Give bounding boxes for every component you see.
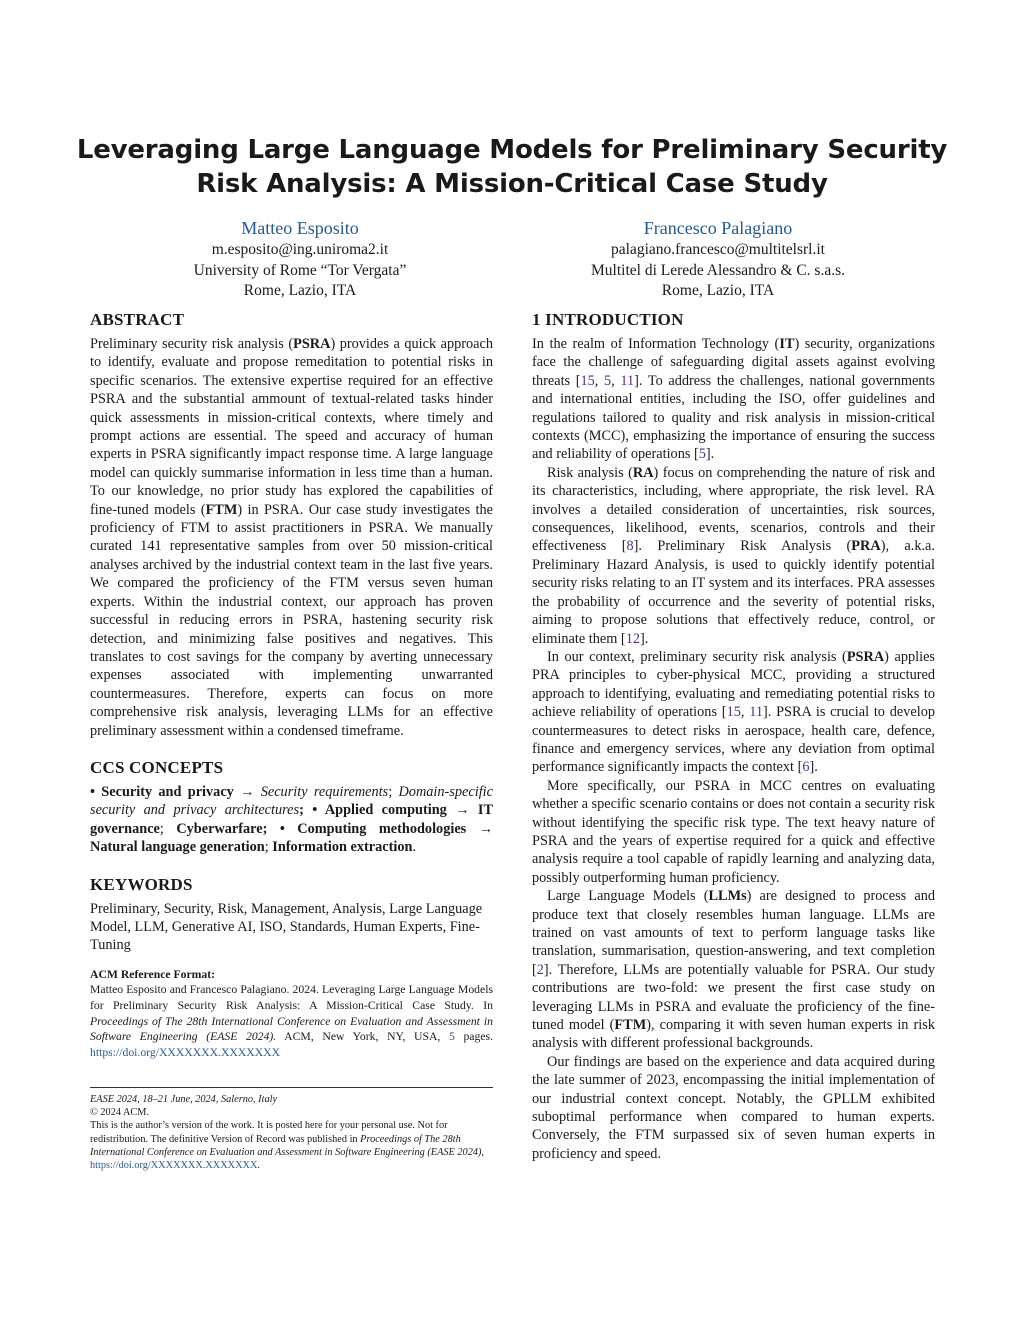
- intro-paragraph-5: Large Language Models (LLMs) are designed to process and produce text that closely resembles human language. LLMs are trained on vast amounts of text to perform language tasks like translation, summarisation, question-answering, and text completion [2]. Therefore, LLMs are potentially valuable for PSRA. Our study contributions are two-fold: we present the first case study on leveraging LLMs in PSRA and evaluate the proficiency of the fine-tuned model (FTM), comparing it with seven human experts in risk analysis with different professional backgrounds.: [532, 888, 935, 1052]
- right-column: [532, 309, 935, 1163]
- author-email: palagiano.francesco@multitelsrl.it: [611, 241, 825, 258]
- ccs-concepts: • Security and privacy → Security requirements; Domain-specific security and privacy architectures; • Applied computing → IT governance; Cyberwarfare; • Computing methodologies → Natural language generation; Information extraction.: [90, 783, 494, 856]
- doi-link[interactable]: https://doi.org/XXXXXXX.XXXXXXX: [90, 1045, 281, 1059]
- author-block-1: [90, 216, 510, 302]
- citation-link[interactable]: 11: [749, 704, 763, 721]
- copyright: © 2024 ACM.: [90, 1107, 150, 1119]
- author-name[interactable]: Matteo Esposito: [241, 218, 359, 238]
- citation-link[interactable]: 5: [604, 372, 612, 389]
- citation-link[interactable]: 15: [580, 372, 595, 389]
- author-location: Rome, Lazio, ITA: [243, 282, 357, 299]
- citation-link[interactable]: 11: [620, 372, 635, 389]
- author-name[interactable]: Francesco Palagiano: [643, 218, 793, 238]
- abstract-text: Preliminary security risk analysis (PSRA) provides a quick approach to identify, evaluate and propose remeditation to potential risks in specific scenarios. The extensive expertise required for an effective PSRA and the substantial ammount of textual-related tasks hinder quick assessments in mission-critical contexts, where timely and prompt actions are essential. The speed and accuracy of human experts in PSRA significantly impact response time. A large language model can quickly summarise information in less time than a human. To our knowledge, no prior study has explored the capabilities of fine-tuned models (FTM) in PSRA. Our case study investigates the proficiency of FTM to assist practitioners in PSRA. We manually curated 141 representative samples from over 50 mission-critical analyses archived by the industrial context team in the last five years. We compared the proficiency of the FTM versus seven human experts. Within the industrial context, our approach has proven successful in reducing errors in PSRA, hastening security risk detection, and minimizing false positives and negatives. This translates to cost savings for the company by averting unnecessary expenses associated with implementing unwarranted countermeasures. Therefore, experts can focus on more comprehensive risk analysis, leveraging LLMs for an effective preliminary assessment within a condensed timeframe.: [90, 336, 493, 739]
- citation-link[interactable]: 6: [802, 759, 810, 776]
- abstract-heading: ABSTRACT: [90, 310, 185, 329]
- venue: EASE 2024, 18–21 June, 2024, Salerno, Italy: [90, 1094, 278, 1105]
- author-block-2: [508, 216, 928, 302]
- author-affiliation: University of Rome “Tor Vergata”: [193, 261, 407, 279]
- section-heading-introduction: 1 INTRODUCTION: [532, 310, 684, 329]
- keywords-heading: KEYWORDS: [90, 874, 193, 894]
- author-email: m.esposito@ing.uniroma2.it: [211, 241, 389, 258]
- citation-link[interactable]: 5: [698, 446, 706, 463]
- acm-reference-text: Matteo Esposito and Francesco Palagiano. 2024. Leveraging Large Language Models for Preliminary Security Risk Analysis: A Mission-Critical Case Study. In Proceedings of The 28th International Conference on Evaluation and Assessment in Software Engineering (EASE 2024). ACM, New York, NY, USA, 5 pages. https://doi.org/XXXXXXX.XXXXXXX: [90, 983, 493, 1059]
- author-location: Rome, Lazio, ITA: [661, 282, 775, 299]
- citation-link[interactable]: 2: [536, 961, 544, 978]
- author-affiliation: Multitel di Lerede Alessandro & C. s.a.s.: [591, 261, 845, 279]
- intro-paragraph-6: Our findings are based on the experience and data acquired during the late summer of 2023, encompassing the initial implementation of our industrial context concept. Notably, the GPLLM exhibited suboptimal performance when compared to human experts. Conversely, the FTM surpassed six of seven human experts in proficiency and speed.: [532, 1053, 935, 1162]
- ccs-heading: CCS CONCEPTS: [90, 757, 224, 777]
- acm-reference-heading: ACM Reference Format:: [90, 967, 216, 981]
- footnote: [90, 1087, 493, 1172]
- footnote-text: This is the author’s version of the work. It is posted here for your personal use. Not for redistribution. The definitive Version of Record was published in Proceedings of The 28th International Conference on Evaluation and Assessment in Software Engineering (EASE 2024), https://doi.org/XXXXXXX.XXXXXXX.: [90, 1120, 484, 1172]
- left-column: [90, 309, 493, 1060]
- intro-paragraph-3: In our context, preliminary security risk analysis (PSRA) applies PRA principles to cyber-physical MCC, providing a structured approach to identifying, evaluating and remediating potential risks to achieve reliability of operations [15, 11]. PSRA is crucial to develop countermeasures to detect risks in aerospace, health care, defence, finance and emergency services, where any deviation from optimal performance significantly impacts the context [6].: [532, 648, 935, 776]
- doi-link[interactable]: https://doi.org/XXXXXXX.XXXXXXX: [90, 1160, 258, 1172]
- intro-paragraph-4: More specifically, our PSRA in MCC centres on evaluating whether a specific scenario contains or does not contain a security risk without identifying the specific risk type. The text heavy nature of PSRA and the years of expertise required for a quick and effective analysis require a tool capable of rapidly learning and analyzing data, possibly outperforming human proficiency.: [532, 777, 935, 886]
- intro-paragraph-1: In the realm of Information Technology (IT) security, organizations face the challenge of safeguarding digital assets against evolving threats [15, 5, 11]. To address the challenges, national governments and international entities, including the ISO, offer guidelines and regulations tailored to quality and risk analysis in mission-critical contexts (MCC), emphasizing the importance of ensuring the success and reliability of operations [5].: [532, 336, 935, 463]
- intro-paragraph-2: Risk analysis (RA) focus on comprehending the nature of risk and its characteristics, including, where appropriate, the risk level. RA involves a detailed consideration of uncertainties, risk sources, consequences, likelihood, events, scenarios, controls and their effectiveness [8]. Preliminary Risk Analysis (PRA), a.k.a. Preliminary Hazard Analysis, is used to quickly identify potential security risks relating to an IT system and its interfaces. PRA assesses the probability of occurrence and the severity of potential risks, aiming to propose solutions that effectively reduce, control, or eliminate them [12].: [532, 464, 935, 647]
- keywords-text: Preliminary, Security, Risk, Management, Analysis, Large Language Model, LLM, Generative AI, ISO, Standards, Human Experts, Fine-Tuning: [90, 900, 483, 954]
- acm-reference: [90, 967, 493, 1061]
- citation-link[interactable]: 15: [726, 704, 741, 721]
- page-count-link[interactable]: 5: [448, 1030, 455, 1044]
- citation-link[interactable]: 12: [625, 630, 640, 647]
- citation-link[interactable]: 8: [626, 538, 634, 555]
- paper-title: Leveraging Large Language Models for Preliminary Security Risk Analysis: A Mission-Critical Case Study: [76, 135, 948, 199]
